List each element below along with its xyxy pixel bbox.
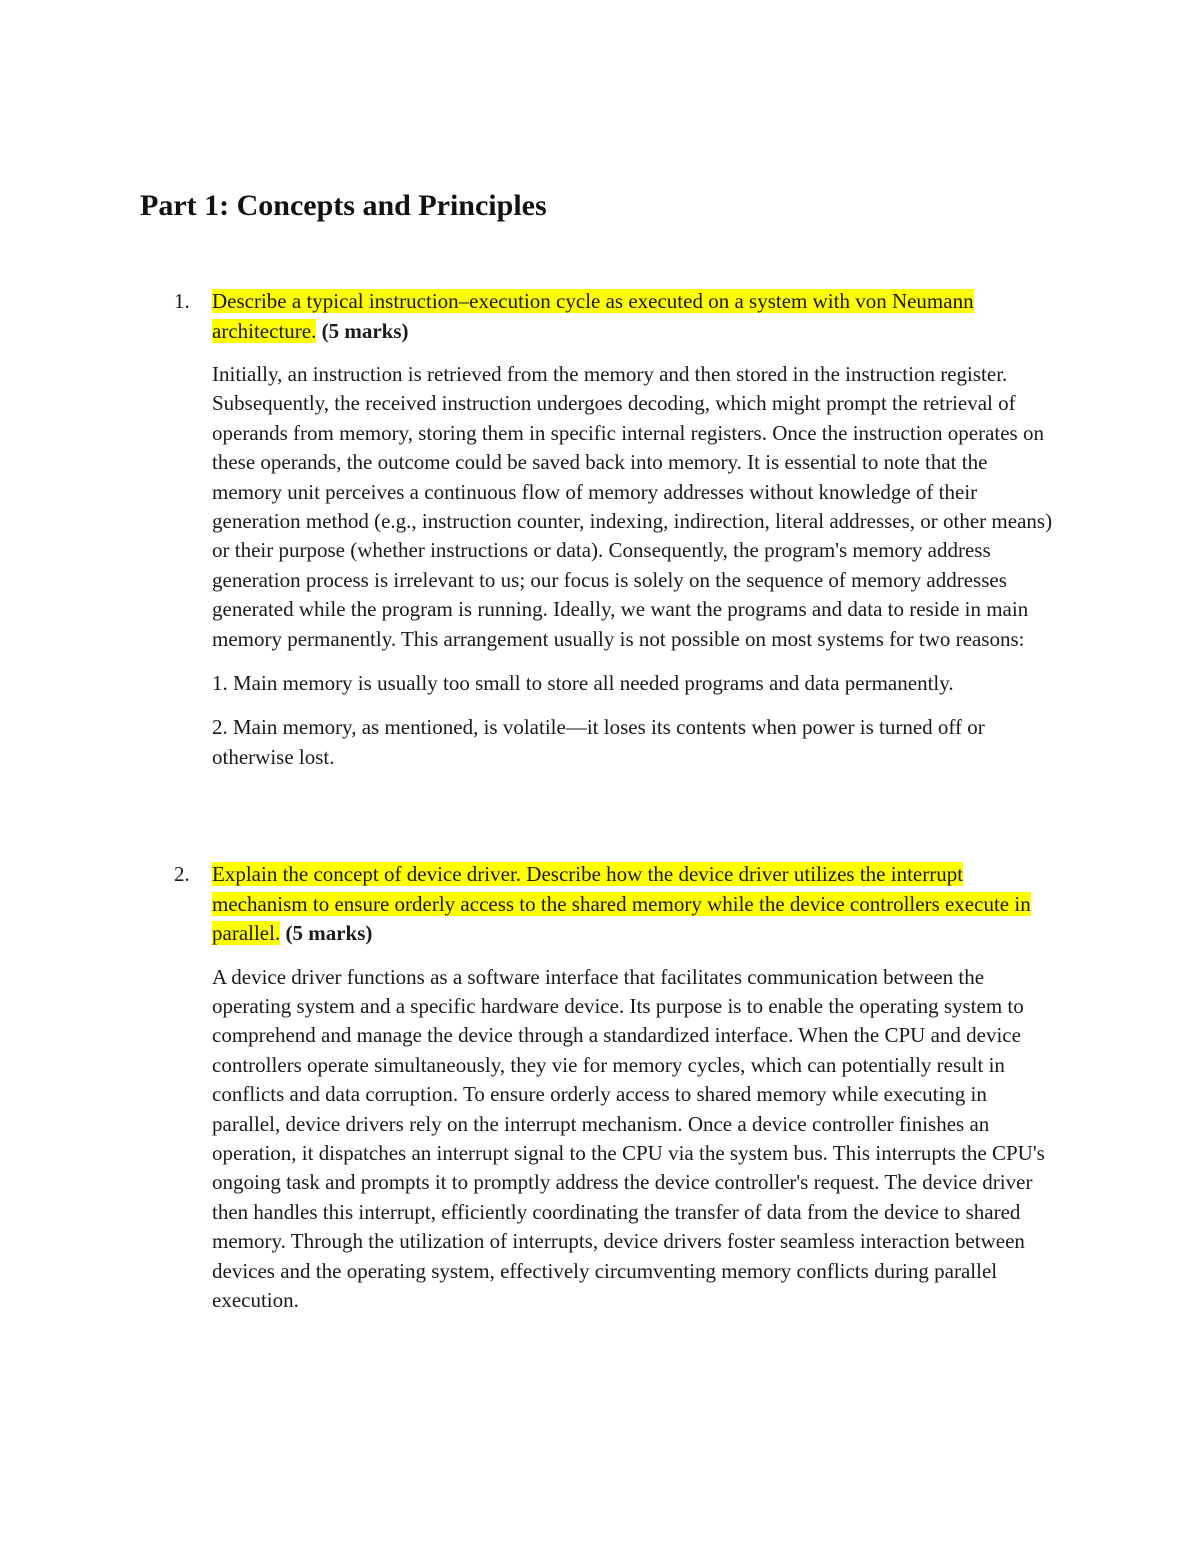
answer-paragraph: A device driver functions as a software interface that facilitates communication between the operating system and a specific hardware device. Its purpose is to enable the operating system to comprehend and manage the device through a standardized interface. When the CPU and device controllers operate simultaneously, they vie for memory cycles, which can potentially result in conflicts and data corruption. To ensure orderly access to shared memory while executing in parallel, device drivers rely on the interrupt mechanism. Once a device controller finishes an operation, it dispatches an interrupt signal to the CPU via the system bus. This interrupts the CPU's ongoing task and prompts it to promptly address the device controller's request. The device driver then handles this interrupt, efficiently coordinating the transfer of data from the device to shared memory. Through the utilization of interrupts, device drivers foster seamless interaction between devices and the operating system, effectively circumventing memory conflicts during parallel execution. <box>212 964 1045 1312</box>
answer-block <box>212 360 1060 772</box>
question-number: 1. <box>174 289 190 313</box>
highlighted-prompt: Explain the concept of device driver. Describe how the device driver utilizes the interrupt mechanism to ensure orderly access to the shared memory while the device controllers execute in parallel. <box>212 862 1031 945</box>
question-prompt <box>212 860 1060 949</box>
question-number: 2. <box>174 862 190 886</box>
section-title: Part 1: Concepts and Principles <box>140 189 547 222</box>
marks-label: (5 marks) <box>285 921 373 945</box>
question-2 <box>140 860 1060 1315</box>
answer-block <box>212 963 1060 1316</box>
answer-list-item: 2. Main memory, as mentioned, is volatile—it loses its contents when power is turned off or otherwise lost. <box>212 715 985 769</box>
highlighted-prompt: Describe a typical instruction–execution cycle as executed on a system with von Neumann architecture. <box>212 289 974 343</box>
answer-paragraph: Initially, an instruction is retrieved from the memory and then stored in the instruction register. Subsequently, the received instruction undergoes decoding, which might prompt the retrieval of operands from memory, storing them in specific internal registers. Once the instruction operates on these operands, the outcome could be saved back into memory. It is essential to note that the memory unit perceives a continuous flow of memory addresses without knowledge of their generation method (e.g., instruction counter, indexing, indirection, literal addresses, or other means) or their purpose (whether instructions or data). Consequently, the program's memory address generation process is irrelevant to us; our focus is solely on the sequence of memory addresses generated while the program is running. Ideally, we want the programs and data to reside in main memory permanently. This arrangement usually is not possible on most systems for two reasons: <box>212 362 1053 651</box>
question-prompt <box>212 287 1060 346</box>
answer-list-item: 1. Main memory is usually too small to store all needed programs and data permanently. <box>212 671 954 696</box>
marks-label: (5 marks) <box>321 318 409 343</box>
question-1 <box>140 287 1060 772</box>
